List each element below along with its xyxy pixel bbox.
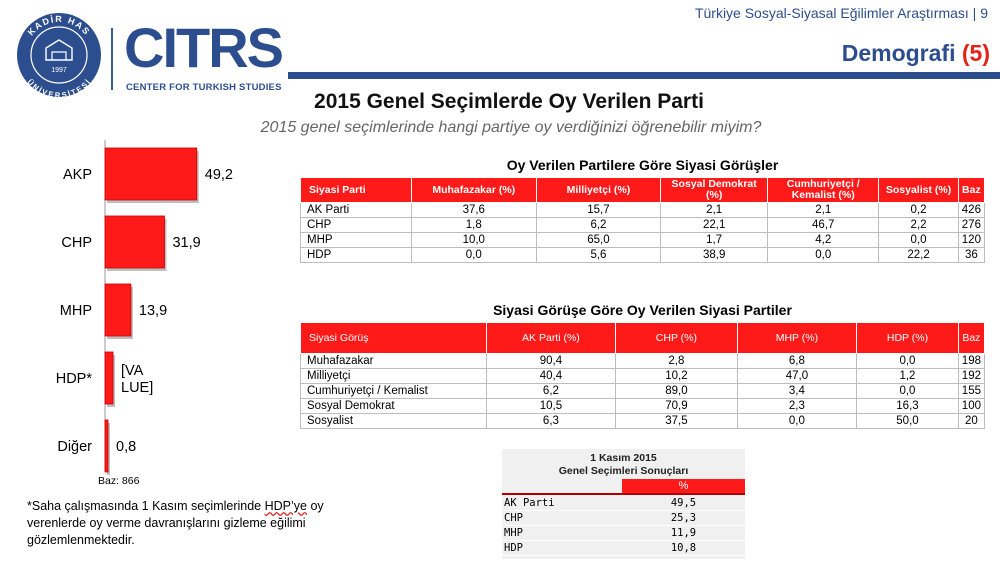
results-title-line1: 1 Kasım 2015 [590,452,657,464]
university-seal-logo [16,12,102,98]
table2-col-header: Siyasi Görüş [301,323,487,354]
results-value: 25,3 [670,512,697,524]
table-cell: Sosyal Demokrat [301,399,487,414]
table-cell: 192 [958,369,984,384]
table-cell: 90,4 [486,354,615,369]
table-cell: 0,0 [768,248,879,263]
table-cell: 50,0 [857,414,959,429]
table-cell: 70,9 [616,399,738,414]
table-row [301,354,985,369]
footnote-part-1: *Saha çalışmasında 1 Kasım seçimlerinde [27,499,265,513]
data-label: 31,9 [172,235,201,251]
bar-dier [105,420,108,472]
table-row [301,369,985,384]
slide-subtitle: 2015 genel seçimlerinde hangi partiye oy verdiğinizi öğrenebilir miyim? [260,119,762,136]
table-cell: 6,3 [486,414,615,429]
category-label: CHP [61,235,92,251]
seal-text-top: KADİR HAS [25,13,93,38]
table-cell: Muhafazakar [301,354,487,369]
table-cell: CHP [301,218,412,233]
table-row [301,218,985,233]
table-cell: 120 [958,233,984,248]
table-cell: 426 [958,203,984,218]
table-cell: 22,1 [661,218,768,233]
table-row [301,399,985,414]
results-row [502,526,745,541]
table-cell: 38,9 [661,248,768,263]
table-cell: 10,5 [486,399,615,414]
table-cell: 0,0 [879,233,958,248]
data-label: [VA LUE] [121,363,154,396]
table-cell: 65,0 [536,233,661,248]
table-cell: 2,8 [616,354,738,369]
table2-col-header: CHP (%) [616,323,738,354]
party-vote-bar-chart [0,140,300,470]
table-cell: Milliyetçi [301,369,487,384]
table2-col-header: AK Parti (%) [486,323,615,354]
table-cell: 100 [958,399,984,414]
table-cell: Cumhuriyetçi / Kemalist [301,384,487,399]
results-row [502,496,745,511]
table-cell: 16,3 [857,399,959,414]
table-cell: Sosyalist [301,414,487,429]
official-results-box [502,449,745,559]
seal-year: 1997 [51,67,67,74]
data-label: 0,8 [116,439,137,455]
category-label: Diğer [57,439,92,455]
results-value: 49,5 [670,497,697,509]
table-cell: 37,5 [616,414,738,429]
footnote-part-2: HDP’ye [264,499,307,513]
results-value: 11,9 [670,527,697,539]
citrs-subtitle: CENTER FOR TURKISH STUDIES [126,82,282,93]
table2-col-header: HDP (%) [857,323,959,354]
table-cell: 155 [958,384,984,399]
table2-header-row [301,323,985,354]
results-party: CHP [504,512,523,524]
data-label: 13,9 [138,303,168,319]
table-cell: 1,7 [661,233,768,248]
results-header-rule [502,493,745,495]
table-cell: 6,8 [737,354,857,369]
table-cell: 10,2 [616,369,738,384]
section-number: (5) [961,40,990,66]
citrs-logo: CITRS [124,16,282,79]
table-row [301,203,985,218]
table1-col-header: Muhafazakar (%) [411,178,536,203]
table1-col-header: Sosyalist (%) [879,178,958,203]
table-cell: 10,0 [411,233,536,248]
table-cell: 2,1 [661,203,768,218]
footnote [27,498,357,549]
table-cell: 0,0 [857,354,959,369]
results-col-header: % [622,479,745,493]
table1-header-row [301,178,985,203]
table2-title: Siyasi Görüşe Göre Oy Verilen Siyasi Partiler [493,302,792,318]
bar-akp [105,148,197,200]
table-cell: 276 [958,218,984,233]
table-cell: 1,8 [411,218,536,233]
slide-title: 2015 Genel Seçimlerde Oy Verilen Parti [314,90,704,113]
table-cell: MHP [301,233,412,248]
data-label: 49,2 [204,167,233,183]
table-cell: 2,3 [737,399,857,414]
section-title [842,40,990,67]
table-cell: 0,0 [857,384,959,399]
table-cell: 2,2 [879,218,958,233]
logo-divider [111,28,113,90]
table-cell: 46,7 [768,218,879,233]
bar-hdp [105,352,113,404]
table-cell: 0,0 [411,248,536,263]
table-row [301,384,985,399]
section-name: Demografi [841,40,956,66]
results-value: 10,8 [670,542,697,554]
table-cell: 3,4 [737,384,857,399]
category-label: AKP [62,167,92,183]
results-row [502,511,745,526]
table1-col-header: Cumhuriyetçi / Kemalist (%) [768,178,879,203]
table-cell: 1,2 [857,369,959,384]
bar-chp [105,216,164,268]
table-cell: AK Parti [301,203,412,218]
table2-col-header: MHP (%) [737,323,857,354]
table-cell: 198 [958,354,984,369]
table1-col-header: Sosyal Demokrat (%) [661,178,768,203]
table-cell: 22,2 [879,248,958,263]
table-cell: 40,4 [486,369,615,384]
results-party: AK Parti [504,497,555,509]
table-cell: 15,7 [536,203,661,218]
table-row [301,248,985,263]
results-title-line2: Genel Seçimleri Sonuçları [558,465,689,477]
chart-base-note: Baz: 866 [98,475,140,487]
table-cell: 89,0 [616,384,738,399]
table-cell: 0,0 [737,414,857,429]
category-label: MHP [59,303,92,319]
table-cell: 4,2 [768,233,879,248]
table-row [301,233,985,248]
table1-col-header: Baz [958,178,984,203]
table1-col-header: Milliyetçi (%) [536,178,661,203]
table2-col-header: Baz [958,323,984,354]
table-cell: 2,1 [768,203,879,218]
table-cell: 20 [958,414,984,429]
table1 [300,177,985,263]
footnote-part-3: oy verenlerde oy verme davranışlarını gizleme eğilimi gözlemlenmektedir. [27,499,324,547]
table1-col-header: Siyasi Parti [301,178,412,203]
table2 [300,322,985,429]
table-cell: 36 [958,248,984,263]
table-cell: 5,6 [536,248,661,263]
table-cell: 6,2 [486,384,615,399]
bar-mhp [105,284,131,336]
results-party: MHP [504,527,523,539]
results-row [502,541,745,556]
results-party: HDP [504,542,523,554]
table-cell: 0,2 [879,203,958,218]
seal-text-bottom: ÜNİVERSİTESİ [25,77,93,98]
table-cell: 47,0 [737,369,857,384]
table-cell: HDP [301,248,412,263]
table-cell: 37,6 [411,203,536,218]
category-label: HDP* [55,371,92,387]
header-rule [288,72,1000,79]
results-title [502,452,745,478]
survey-caption: Türkiye Sosyal-Siyasal Eğilimler Araştırması | 9 [694,5,988,21]
table-cell: 6,2 [536,218,661,233]
table1-title: Oy Verilen Partilere Göre Siyasi Görüşler [506,157,779,173]
table-row [301,414,985,429]
